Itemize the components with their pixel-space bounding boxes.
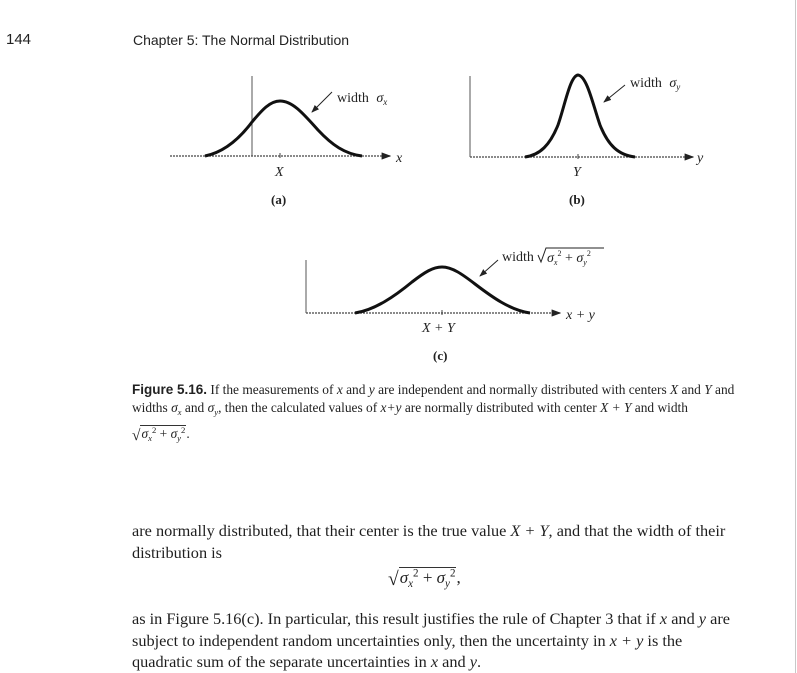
svg-text:width σy: width $\sigma_y$ [630,76,681,92]
center-label-c: X + Y [422,321,455,336]
panel-label-b: (b) [569,192,585,207]
annotation-width-a: width [337,91,369,106]
annotation-arrow-c [480,260,498,276]
paragraph-2: as in Figure 5.16(c). In particular, this result justifies the rule of Chapter 3 that if x and y are subject to independent random uncertainties only, then the uncertainty in x + y is the quadratic sum of the separate uncertainties in x and y. [132,609,730,671]
panel-label-c: (c) [433,348,448,363]
gaussian-curve-c [355,267,530,313]
running-head: Chapter 5: The Normal Distribution [133,32,350,48]
annotation-width-b: width [630,76,662,91]
annotation-width-c: width [502,250,534,265]
display-equation: $√\sigma_x^2 + \sigma_y^2$, [388,567,461,590]
paragraph-1: are normally distributed, that their center is the true value X + Y, and that the width of their distribution is [132,521,726,562]
gaussian-curve-a [205,101,362,156]
annotation-arrow-a [312,92,332,112]
svg-text:width σx: width $\sigma_x$ [337,91,388,107]
axis-label-b: y [697,151,704,166]
figure-caption: Figure 5.16. If the measurements of x and y are independent and normally distributed with centers X and Y and widths $\sigma_x$ and $\sigma_y$, then the calculated values of x+y are normally distributed with center X + Y and width $√\sigma_x^2 + \sigma_y^2$. [132,381,742,447]
figure-label: Figure 5.16. [132,382,208,397]
svg-text:σx2 + σy2: $\sigma_x^2 + \sigma_y^2$ [547,249,591,267]
axis-label-a: x [396,151,403,166]
caption-width-formula: $√\sigma_x^2 + \sigma_y^2$ [132,425,186,445]
gaussian-curve-b [525,75,635,157]
annotation-arrow-b [604,85,625,102]
axis-label-c: x + y [566,308,595,323]
panel-label-a: (a) [271,192,287,207]
page-number: 144 [6,31,32,48]
annotation-formula-c [538,248,604,267]
center-label-a: X [275,165,284,180]
svg-text:width [502,250,534,265]
panel-b [470,75,704,207]
panel-c [306,248,604,363]
panel-a [170,76,403,207]
center-label-b: Y [573,165,581,180]
